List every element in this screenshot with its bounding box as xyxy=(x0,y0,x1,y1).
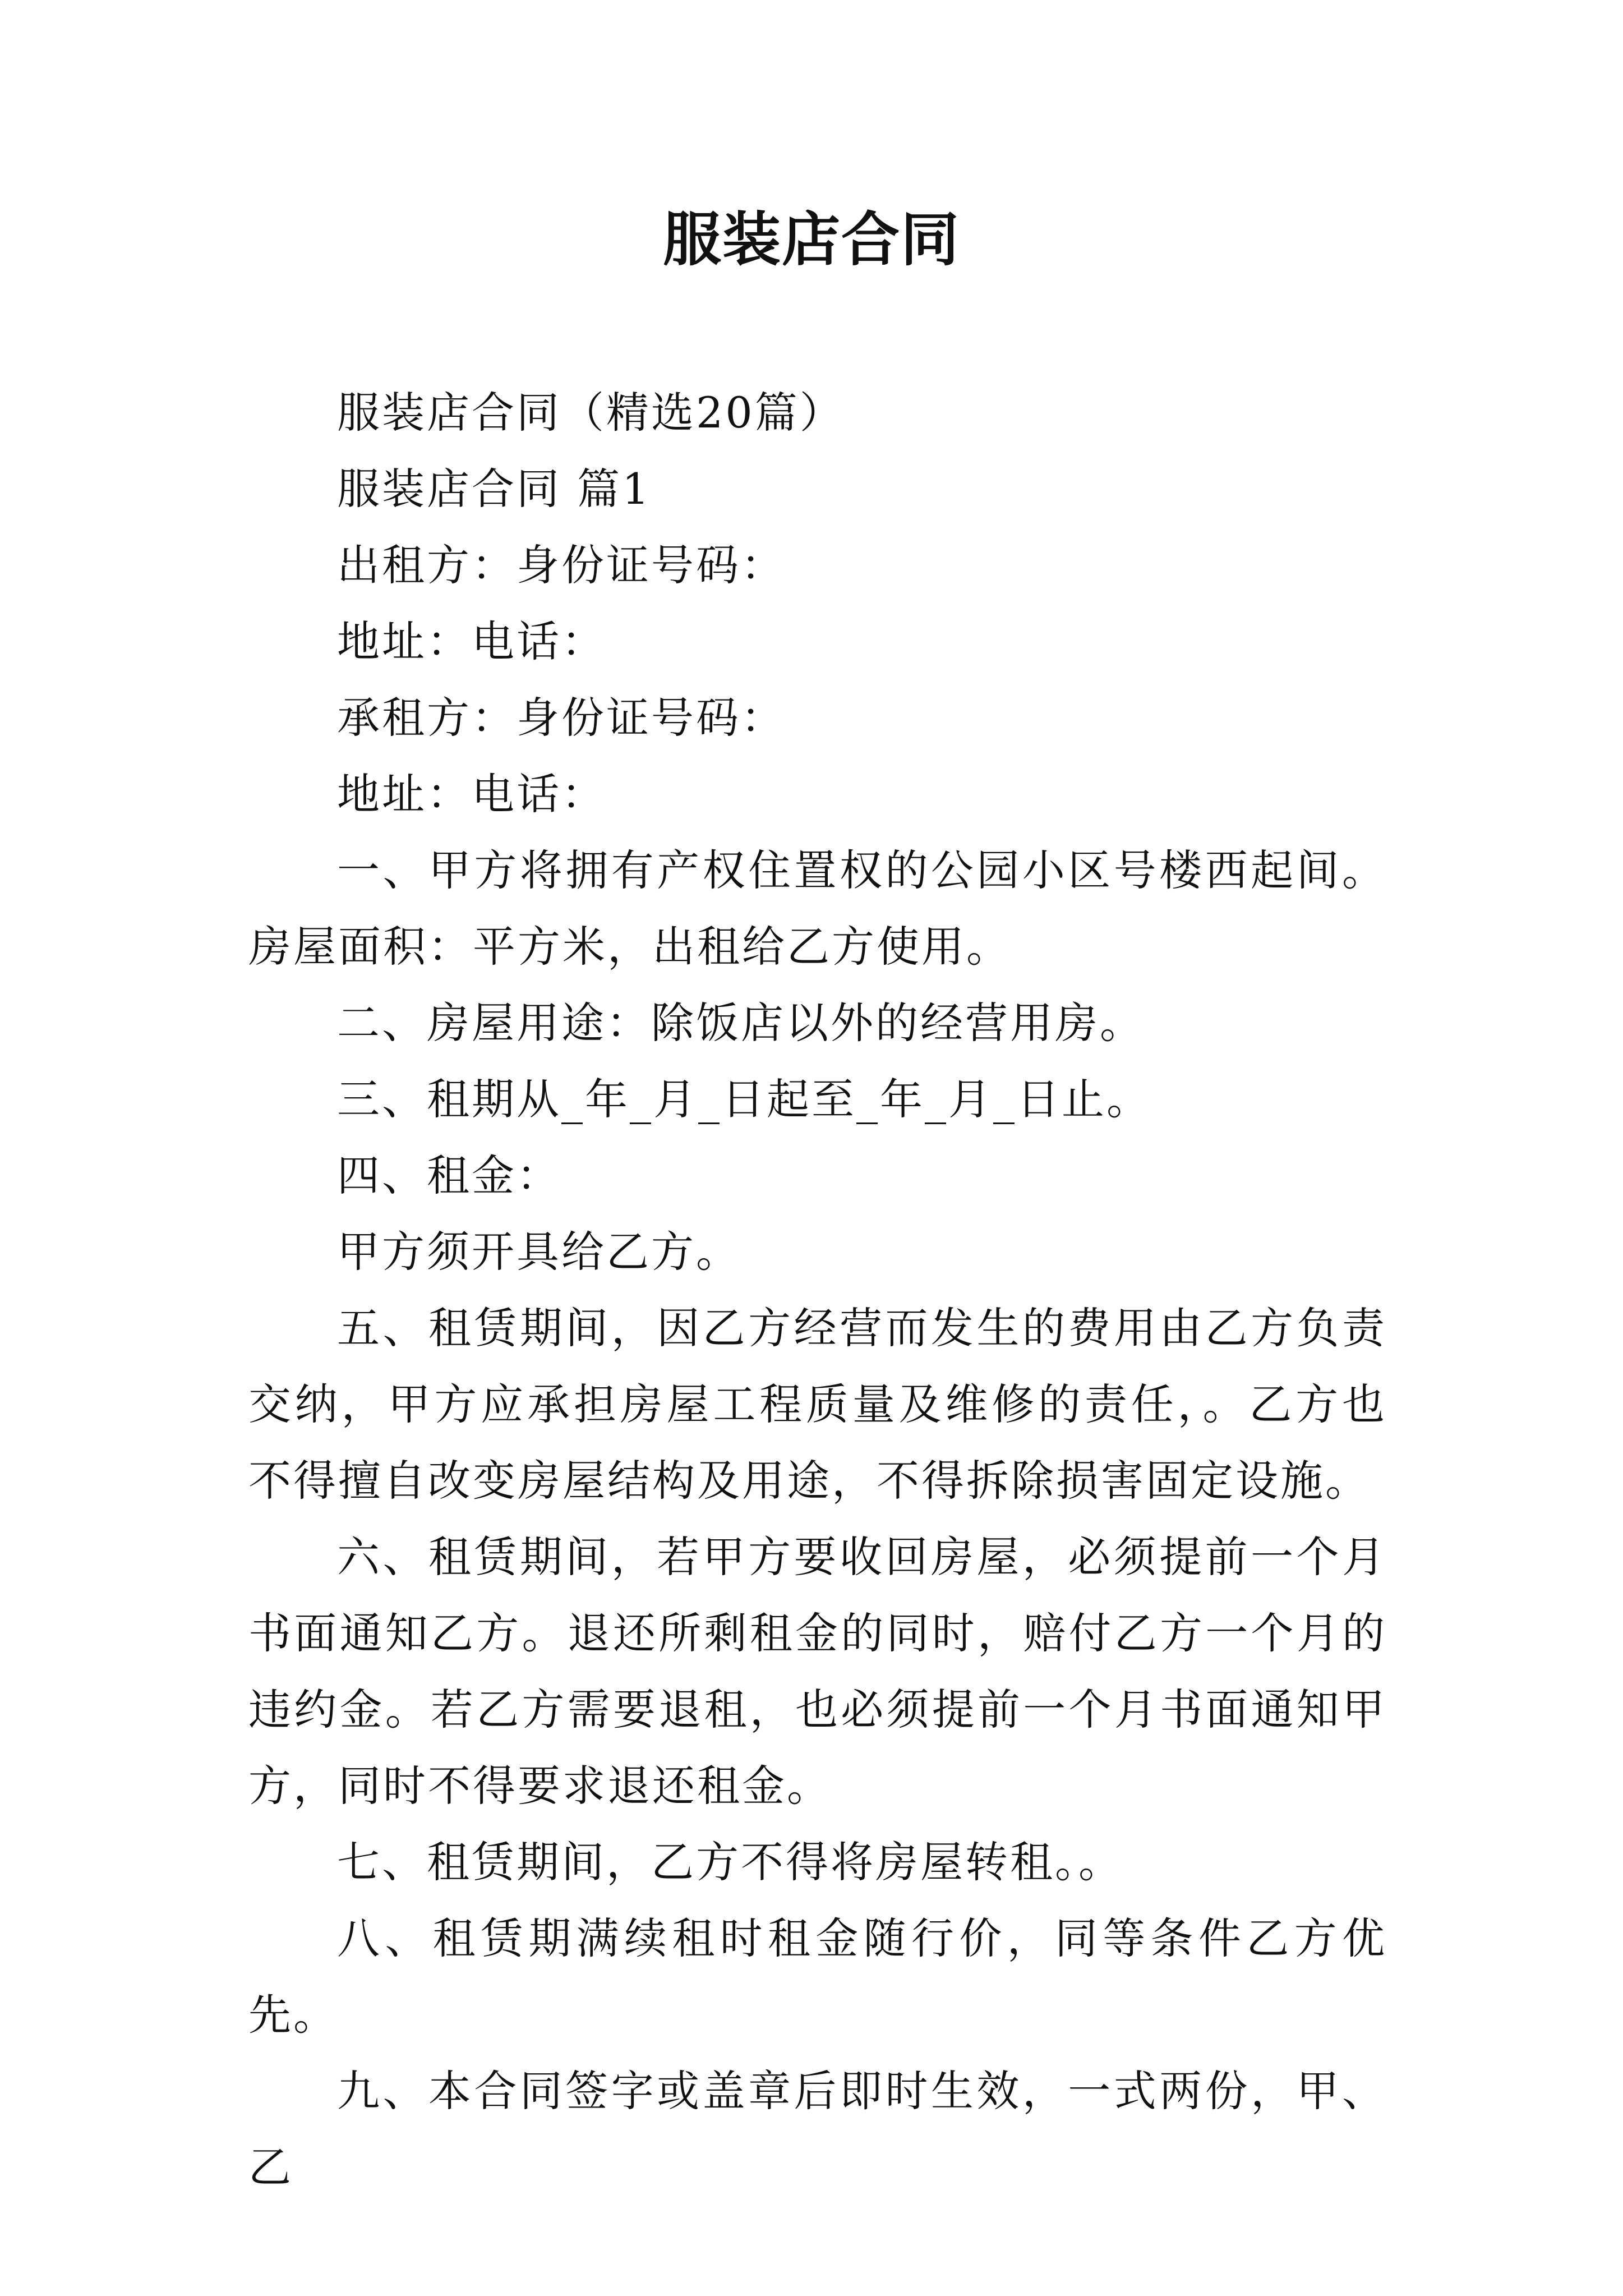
paragraph-clause-2: 二、房屋用途：除饭店以外的经营用房。 xyxy=(337,998,1145,1048)
paragraph-clause-4: 四、租金： xyxy=(337,1151,561,1200)
paragraph-lessee: 承租方：身份证号码： xyxy=(337,693,786,743)
paragraph-clause-4-detail: 甲方须开具给乙方。 xyxy=(337,1227,741,1277)
paragraph-clause-6: 六、租赁期间，若甲方要收回房屋，必须提前一个月书面通知乙方。退还所剩租金的同时，赔付乙方一个月的违约金。若乙方需要退租，也必须提前一个月书面通知甲方，同时不得要求退还租金。 xyxy=(248,1532,1387,1811)
paragraph-lessee-address: 地址：电话： xyxy=(337,769,606,819)
document-title: 服装店合同 xyxy=(662,205,960,274)
paragraph-clause-5: 五、租赁期间，因乙方经营而发生的费用由乙方负责交纳，甲方应承担房屋工程质量及维修的责任，。乙方也不得擅自改变房屋结构及用途，不得拆除损害固定设施。 xyxy=(248,1303,1387,1506)
paragraph-clause-8: 八、租赁期满续租时租金随行价，同等条件乙方优先。 xyxy=(248,1913,1387,2040)
document-body xyxy=(248,375,1387,2206)
paragraph-chapter-heading: 服装店合同 篇1 xyxy=(337,464,652,514)
paragraph-clause-1: 一、甲方将拥有产权住置权的公园小区号楼西起间。房屋面积：平方米，出租给乙方使用。 xyxy=(248,845,1387,972)
paragraph-lessor: 出租方：身份证号码： xyxy=(337,540,786,590)
paragraph-lessor-address: 地址：电话： xyxy=(337,616,606,666)
paragraph-subtitle: 服装店合同（精选20篇） xyxy=(337,388,845,438)
paragraph-clause-9: 九、本合同签字或盖章后即时生效，一式两份，甲、乙 xyxy=(248,2066,1387,2192)
paragraph-clause-7: 七、租赁期间，乙方不得将房屋转租。。 xyxy=(337,1837,1123,1887)
paragraph-clause-3: 三、租期从_年_月_日起至_年_月_日止。 xyxy=(337,1074,1151,1124)
